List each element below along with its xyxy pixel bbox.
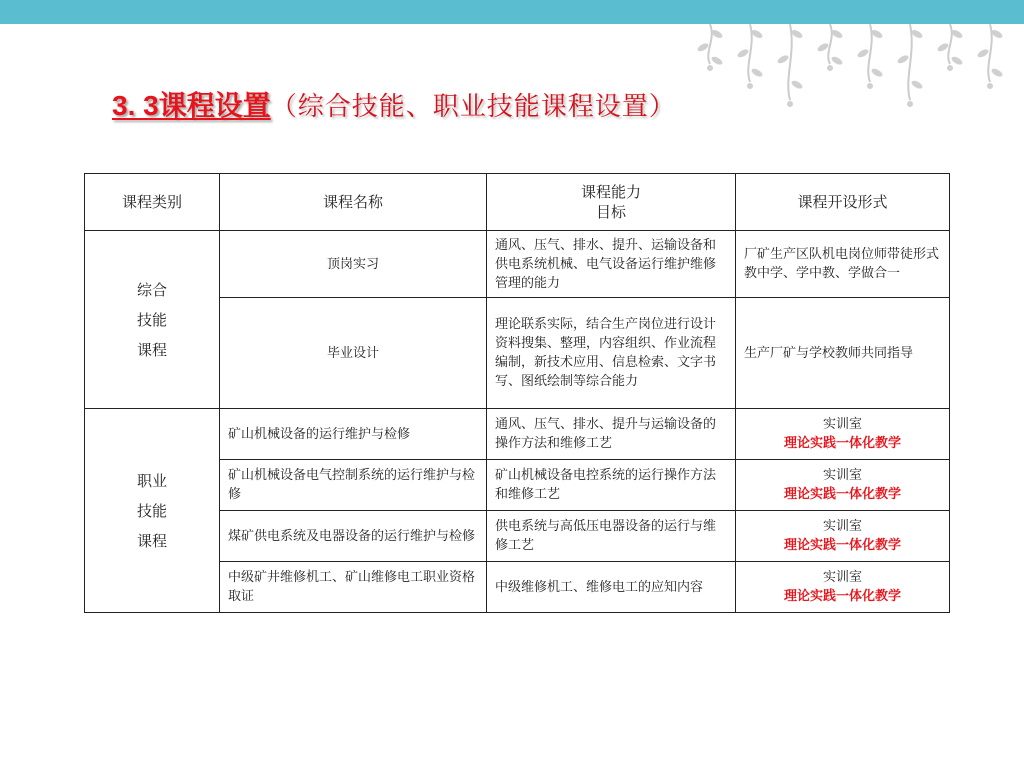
course-name-cell: 中级矿井维修机工、矿山维修电工职业资格取证 (220, 562, 487, 613)
vine-stem (908, 24, 911, 100)
vine-leaf (790, 79, 803, 90)
course-form-cell: 厂矿生产区队机电岗位师带徒形式教中学、学中教、学做合一 (736, 231, 950, 298)
course-name-cell: 顶岗实习 (220, 231, 487, 298)
table-row (85, 231, 950, 298)
course-name-cell: 矿山机械设备的运行维护与检修 (220, 409, 487, 460)
category-cell-comprehensive (85, 231, 220, 409)
table-row (85, 409, 950, 460)
table-header-row (85, 174, 950, 231)
form-location: 实训室 (822, 519, 862, 534)
header-category: 课程类别 (85, 174, 220, 231)
vine-bud (827, 65, 833, 71)
vine-leaf (750, 67, 763, 78)
course-goal-cell: 中级维修机工、维修电工的应知内容 (487, 562, 736, 613)
course-form-cell (736, 562, 950, 613)
vine-leaf (936, 42, 949, 53)
vine-stem (868, 24, 871, 82)
vine-leaf (710, 55, 723, 66)
vine-stem (748, 24, 751, 82)
category-cell-vocational (85, 409, 220, 613)
header-ability-goal-text: 课程能力 目标 (580, 183, 641, 221)
top-accent-bar (0, 0, 1024, 24)
category-text: 职业 (136, 471, 167, 490)
form-location: 实训室 (822, 417, 862, 432)
vine-leaf (856, 48, 869, 59)
course-form-cell (736, 409, 950, 460)
vine-leaf (950, 55, 963, 66)
header-ability-goal (487, 174, 736, 231)
vine-leaf (776, 54, 789, 65)
course-name-cell: 煤矿供电系统及电器设备的运行维护与检修 (220, 511, 487, 562)
slide-title (112, 84, 676, 128)
vine-leaf (870, 67, 883, 78)
form-method: 理论实践一体化教学 (783, 436, 901, 451)
header-course-name: 课程名称 (220, 174, 487, 231)
course-name-cell: 矿山机械设备电气控制系统的运行维护与检修 (220, 460, 487, 511)
course-goal-cell: 供电系统与高低压电器设备的运行与维修工艺 (487, 511, 736, 562)
header-course-form: 课程开设形式 (736, 174, 950, 231)
category-text: 课程 (136, 340, 167, 359)
vine-stem (708, 24, 711, 64)
form-location: 实训室 (822, 468, 862, 483)
category-text: 综合 (136, 280, 167, 299)
floral-decoration (690, 24, 1024, 120)
vine-stem (988, 24, 991, 82)
vine-bud (987, 83, 993, 89)
course-form-cell (736, 511, 950, 562)
vine-leaf (896, 54, 909, 65)
vine-leaf (976, 48, 989, 59)
category-text: 课程 (136, 531, 167, 550)
category-text: 技能 (136, 310, 167, 329)
course-table (84, 173, 950, 613)
vine-leaf (696, 42, 709, 53)
course-goal-cell: 通风、压气、排水、提升、运输设备和供电系统机械、电气设备运行维护维修管理的能力 (487, 231, 736, 298)
course-name-cell: 毕业设计 (220, 298, 487, 409)
vine-leaf (736, 48, 749, 59)
vine-bud (947, 65, 953, 71)
form-method: 理论实践一体化教学 (783, 538, 901, 553)
title-subtitle: （综合技能、职业技能课程设置） (270, 92, 676, 122)
form-method: 理论实践一体化教学 (783, 487, 901, 502)
category-text: 技能 (136, 501, 167, 520)
vine-stem (948, 24, 951, 64)
vine-bud (747, 83, 753, 89)
vine-leaf (816, 42, 829, 53)
vine-bud (907, 101, 913, 107)
course-goal-cell: 矿山机械设备电控系统的运行操作方法和维修工艺 (487, 460, 736, 511)
course-goal-cell: 通风、压气、排水、提升与运输设备的操作方法和维修工艺 (487, 409, 736, 460)
vine-stem (788, 24, 791, 100)
course-form-cell (736, 460, 950, 511)
vine-bud (787, 101, 793, 107)
form-location: 实训室 (822, 570, 862, 585)
title-main: 3. 3课程设置 (112, 90, 271, 121)
vine-stem (828, 24, 831, 64)
form-method: 理论实践一体化教学 (783, 589, 901, 604)
vine-bud (867, 83, 873, 89)
vine-bud (707, 65, 713, 71)
vine-leaf (830, 55, 843, 66)
vine-leaf (990, 67, 1003, 78)
course-form-cell: 生产厂矿与学校教师共同指导 (736, 298, 950, 409)
vine-leaf (910, 79, 923, 90)
course-goal-cell: 理论联系实际，结合生产岗位进行设计资料搜集、整理，内容组织、作业流程编制，新技术应用、信息检索、文字书写、图纸绘制等综合能力 (487, 298, 736, 409)
